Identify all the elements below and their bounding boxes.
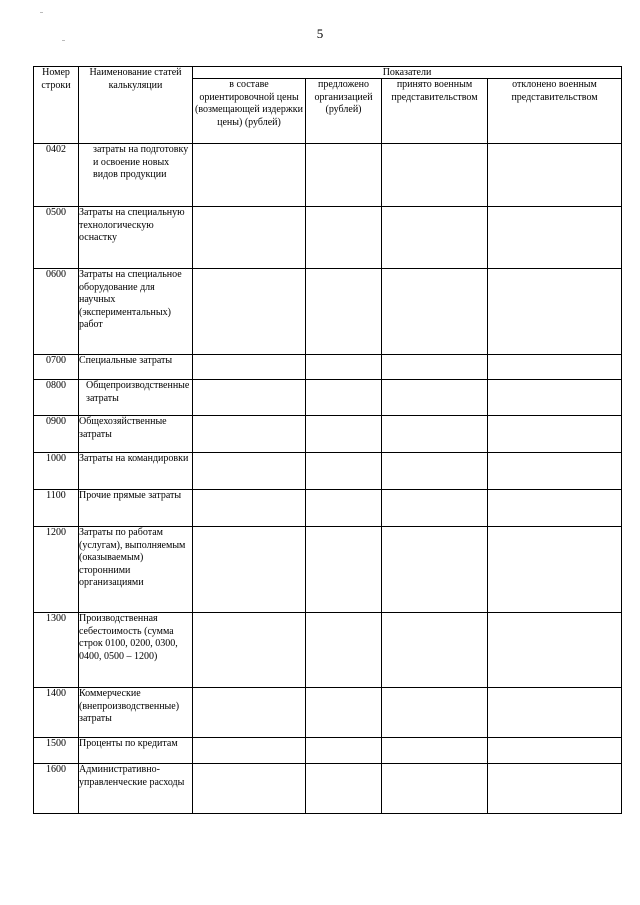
cell-rejected bbox=[488, 207, 622, 269]
row-code: 1400 bbox=[34, 688, 79, 738]
header-item-name: Наименование статей калькуляции bbox=[79, 67, 193, 144]
row-name: Затраты на командировки bbox=[79, 453, 193, 490]
table-row bbox=[34, 416, 622, 453]
cell-proposed bbox=[306, 207, 382, 269]
cell-proposed bbox=[306, 144, 382, 207]
cell-rejected bbox=[488, 764, 622, 814]
row-name: Административно-управленческие расходы bbox=[79, 764, 193, 814]
row-code: 0402 bbox=[34, 144, 79, 207]
row-name: Затраты на специальное оборудование для научных (экспериментальных) работ bbox=[79, 269, 193, 355]
cell-rejected bbox=[488, 355, 622, 380]
row-name: Проценты по кредитам bbox=[79, 738, 193, 764]
cell-indicative-price bbox=[193, 613, 306, 688]
row-name: Затраты по работам (услугам), выполняемым (оказываемым) сторонними организациями bbox=[79, 527, 193, 613]
cell-rejected bbox=[488, 453, 622, 490]
cell-accepted bbox=[382, 453, 488, 490]
cell-proposed bbox=[306, 613, 382, 688]
cell-rejected bbox=[488, 688, 622, 738]
row-code: 1200 bbox=[34, 527, 79, 613]
cell-accepted bbox=[382, 688, 488, 738]
calculation-table bbox=[33, 66, 622, 814]
cell-indicative-price bbox=[193, 416, 306, 453]
cell-indicative-price bbox=[193, 738, 306, 764]
header-indicative-price: в составе ориентировочной цены (возмещающей издержки цены) (рублей) bbox=[193, 79, 306, 144]
row-name: Прочие прямые затраты bbox=[79, 490, 193, 527]
cell-indicative-price bbox=[193, 490, 306, 527]
header-rejected: отклонено военным представительством bbox=[488, 79, 622, 144]
cell-rejected bbox=[488, 613, 622, 688]
row-code: 0800 bbox=[34, 380, 79, 416]
cell-accepted bbox=[382, 269, 488, 355]
header-proposed: предложено организацией (рублей) bbox=[306, 79, 382, 144]
table-row bbox=[34, 688, 622, 738]
row-name: Коммерческие (внепроизводственные) затраты bbox=[79, 688, 193, 738]
row-name: Общепроизводственные затраты bbox=[79, 380, 193, 416]
cell-indicative-price bbox=[193, 764, 306, 814]
row-code: 1000 bbox=[34, 453, 79, 490]
row-name: Производственная себестоимость (сумма строк 0100, 0200, 0300, 0400, 0500 – 1200) bbox=[79, 613, 193, 688]
row-code: 1500 bbox=[34, 738, 79, 764]
cell-rejected bbox=[488, 527, 622, 613]
cell-indicative-price bbox=[193, 269, 306, 355]
cell-proposed bbox=[306, 380, 382, 416]
cell-accepted bbox=[382, 613, 488, 688]
scan-mark bbox=[40, 12, 43, 13]
table-row bbox=[34, 764, 622, 814]
header-accepted: принято военным представительством bbox=[382, 79, 488, 144]
table-row bbox=[34, 453, 622, 490]
cell-proposed bbox=[306, 490, 382, 527]
cell-accepted bbox=[382, 527, 488, 613]
cell-proposed bbox=[306, 416, 382, 453]
cell-proposed bbox=[306, 738, 382, 764]
table-row bbox=[34, 490, 622, 527]
cell-rejected bbox=[488, 144, 622, 207]
row-name: затраты на подготовку и освоение новых видов продукции bbox=[79, 144, 193, 207]
header-row-number: Номер строки bbox=[34, 67, 79, 144]
cell-proposed bbox=[306, 688, 382, 738]
cell-accepted bbox=[382, 416, 488, 453]
cell-indicative-price bbox=[193, 355, 306, 380]
cell-indicative-price bbox=[193, 207, 306, 269]
cell-proposed bbox=[306, 764, 382, 814]
cell-accepted bbox=[382, 490, 488, 527]
row-name: Затраты на специальную технологическую оснастку bbox=[79, 207, 193, 269]
row-code: 0900 bbox=[34, 416, 79, 453]
cell-accepted bbox=[382, 355, 488, 380]
table-row bbox=[34, 613, 622, 688]
cell-indicative-price bbox=[193, 527, 306, 613]
row-name: Специальные затраты bbox=[79, 355, 193, 380]
table-row bbox=[34, 380, 622, 416]
cell-accepted bbox=[382, 738, 488, 764]
table-row bbox=[34, 527, 622, 613]
cell-proposed bbox=[306, 355, 382, 380]
cell-indicative-price bbox=[193, 380, 306, 416]
cell-indicative-price bbox=[193, 144, 306, 207]
cell-indicative-price bbox=[193, 453, 306, 490]
row-code: 0700 bbox=[34, 355, 79, 380]
cell-rejected bbox=[488, 490, 622, 527]
cell-proposed bbox=[306, 453, 382, 490]
cell-indicative-price bbox=[193, 688, 306, 738]
header-indicators-group: Показатели bbox=[193, 67, 622, 79]
table-row bbox=[34, 738, 622, 764]
cell-rejected bbox=[488, 380, 622, 416]
row-code: 1300 bbox=[34, 613, 79, 688]
cell-accepted bbox=[382, 144, 488, 207]
row-code: 1600 bbox=[34, 764, 79, 814]
row-name: Общехозяйственные затраты bbox=[79, 416, 193, 453]
row-code: 0600 bbox=[34, 269, 79, 355]
row-code: 1100 bbox=[34, 490, 79, 527]
cell-rejected bbox=[488, 738, 622, 764]
cell-accepted bbox=[382, 764, 488, 814]
cell-rejected bbox=[488, 416, 622, 453]
cell-accepted bbox=[382, 380, 488, 416]
cell-proposed bbox=[306, 527, 382, 613]
cell-rejected bbox=[488, 269, 622, 355]
cell-proposed bbox=[306, 269, 382, 355]
page-number: 5 bbox=[316, 26, 324, 41]
table-row bbox=[34, 355, 622, 380]
row-code: 0500 bbox=[34, 207, 79, 269]
table-row bbox=[34, 144, 622, 207]
table-row bbox=[34, 207, 622, 269]
table-row bbox=[34, 269, 622, 355]
cell-accepted bbox=[382, 207, 488, 269]
